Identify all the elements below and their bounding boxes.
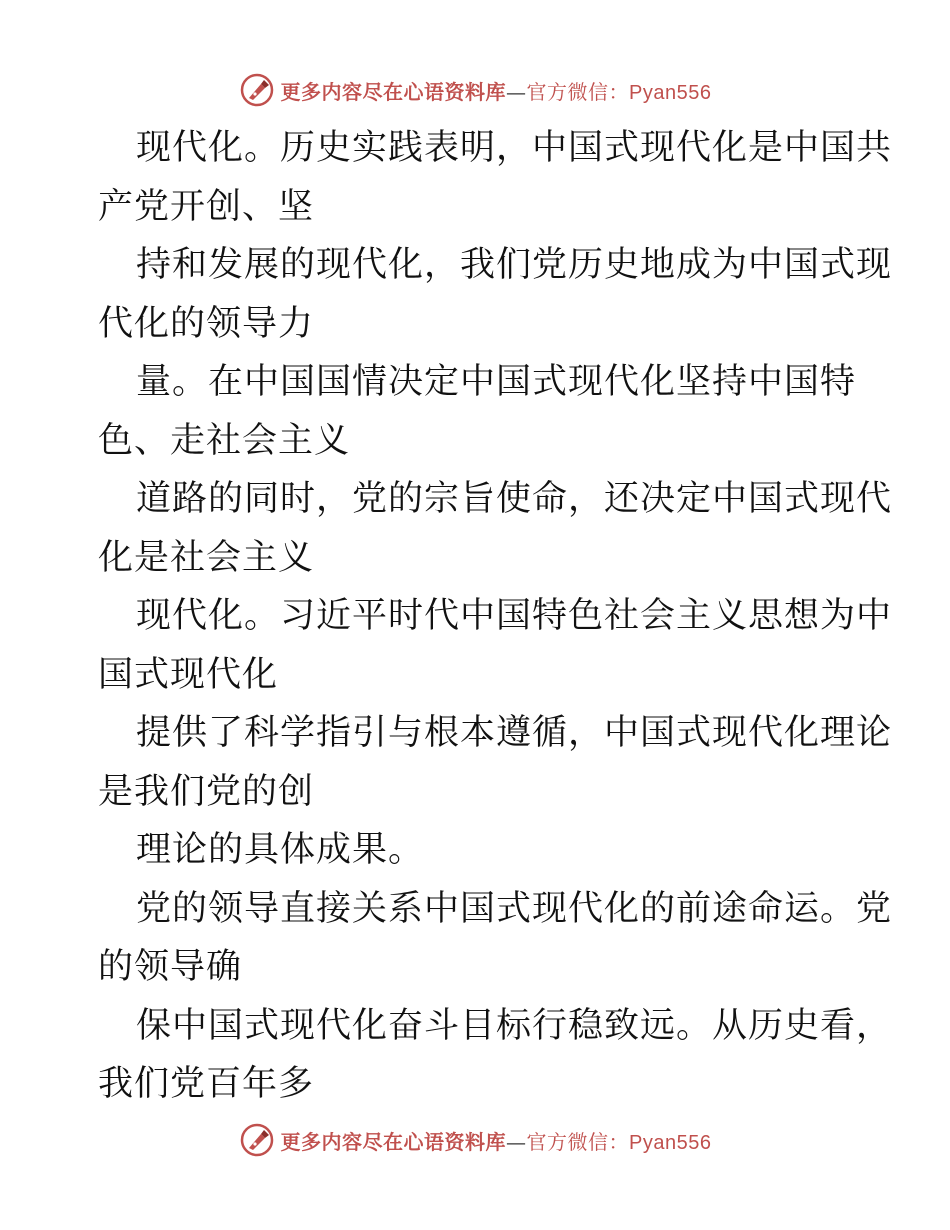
body-line: 我们党百年多 xyxy=(98,1064,315,1104)
header-banner-wechat-label: 官方微信： xyxy=(526,79,630,104)
footer-banner-text xyxy=(281,1126,712,1155)
body-line: 代化的领导力 xyxy=(98,303,315,344)
body-line: 持和发展的现代化，我们党历史地成为中国式现 xyxy=(136,245,893,285)
header-banner-main: 更多内容尽在心语资料库 xyxy=(280,79,507,104)
header-banner xyxy=(0,68,950,112)
body-line: 化是社会主义 xyxy=(98,537,315,578)
body-line: 是我们党的创 xyxy=(98,771,315,812)
header-banner-separator: — xyxy=(506,79,527,104)
footer-banner xyxy=(0,1118,950,1162)
body-line: 现代化。习近平时代中国特色社会主义思想为中 xyxy=(136,596,893,636)
body-line: 理论的具体成果。 xyxy=(136,830,425,870)
body-line: 国式现代化 xyxy=(98,654,279,695)
pen-nib-logo-icon xyxy=(239,72,275,108)
body-line: 的领导确 xyxy=(98,947,243,987)
body-line: 道路的同时，党的宗旨使命，还决定中国式现代 xyxy=(136,479,893,519)
footer-banner-wechat-id: Pyan556 xyxy=(629,1131,712,1154)
footer-banner-wechat-label: 官方微信： xyxy=(526,1129,630,1154)
body-line: 党的领导直接关系中国式现代化的前途命运。党 xyxy=(136,888,893,929)
header-banner-text xyxy=(281,76,712,105)
body-line: 色、走社会主义 xyxy=(98,420,351,461)
body-line: 保中国式现代化奋斗目标行稳致远。从历史看， xyxy=(136,1005,893,1046)
pen-nib-logo-icon xyxy=(239,1122,275,1158)
body-line: 提供了科学指引与根本遵循，中国式现代化理论 xyxy=(136,713,893,753)
body-line: 现代化。历史实践表明，中国式现代化是中国共 xyxy=(136,128,893,168)
header-banner-wechat-id: Pyan556 xyxy=(629,81,712,104)
body-line: 量。在中国国情决定中国式现代化坚持中国特 xyxy=(136,362,857,402)
body-line: 产党开创、坚 xyxy=(98,186,315,227)
document-body xyxy=(98,119,893,1114)
footer-banner-main: 更多内容尽在心语资料库 xyxy=(280,1129,507,1154)
footer-banner-separator: — xyxy=(506,1129,527,1154)
